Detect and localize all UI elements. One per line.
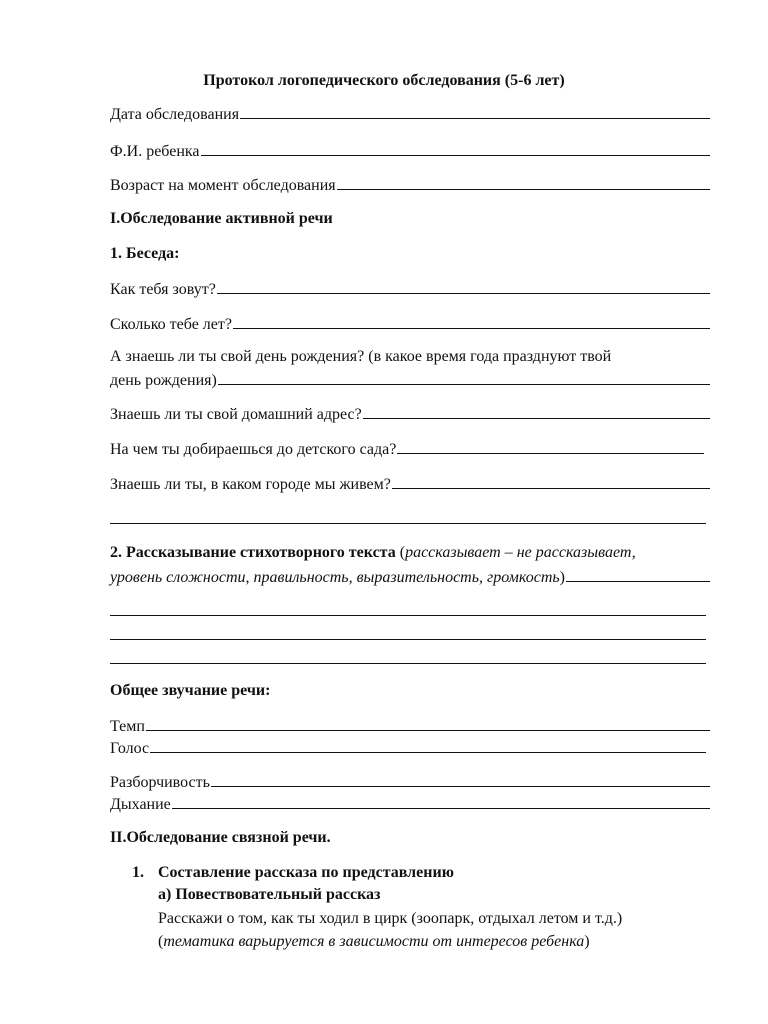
item1-note-open: (	[158, 933, 164, 950]
question-birthday-blank	[218, 369, 710, 385]
exam-date-label: Дата обследования	[110, 106, 240, 123]
page-title: Протокол логопедического обследования (5-6 лет)	[203, 72, 565, 89]
blank-answer-line	[110, 639, 706, 640]
blank-answer-line	[110, 615, 706, 616]
item1-note-line	[158, 931, 718, 953]
exam-date-field	[110, 103, 710, 125]
age-field	[110, 174, 710, 196]
subsection-poem-line2	[110, 566, 710, 588]
tempo-label: Темп	[110, 718, 145, 735]
tempo-field	[110, 715, 710, 737]
voice-blank	[150, 737, 706, 753]
question-birthday-line2	[110, 369, 710, 391]
blank-answer-line	[110, 523, 706, 524]
question-transport	[110, 438, 704, 460]
question-city-blank	[392, 473, 710, 489]
question-transport-label: На чем ты добираешься до детского сада?	[110, 441, 397, 458]
question-city	[110, 473, 710, 495]
subsection-poem-heading: 2. Рассказывание стихотворного текста	[110, 544, 396, 561]
poem-close-paren: )	[559, 569, 565, 586]
item1-number: 1.	[132, 864, 144, 881]
child-name-label: Ф.И. ребенка	[110, 143, 200, 160]
breathing-field	[110, 793, 710, 815]
child-name-blank	[201, 140, 710, 156]
question-city-label: Знаешь ли ты, в каком городе мы живем?	[110, 476, 391, 493]
question-transport-blank	[397, 438, 704, 454]
clarity-blank	[211, 771, 710, 787]
question-address-blank	[363, 403, 710, 419]
subsection-poem-line1	[110, 542, 710, 564]
exam-date-blank	[240, 103, 710, 119]
voice-field	[110, 737, 706, 759]
subsection-conversation-heading: 1. Беседа:	[110, 245, 180, 262]
item1-note-close: )	[584, 933, 590, 950]
section1-heading: I.Обследование активной речи	[110, 210, 333, 227]
question-birthday-label: день рождения)	[110, 372, 217, 389]
item1-note: тематика варьируется в зависимости от интересов ребенка	[163, 933, 585, 950]
item1-instruction: Расскажи о том, как ты ходил в цирк (зоопарк, отдыхал летом и т.д.)	[158, 910, 623, 927]
question-age-blank	[233, 313, 710, 329]
question-age-label: Сколько тебе лет?	[110, 316, 232, 333]
clarity-field	[110, 771, 710, 793]
age-blank	[337, 174, 710, 190]
question-age	[110, 313, 710, 335]
poem-note-line1: рассказывает – не рассказывает,	[405, 544, 636, 561]
question-address	[110, 403, 710, 425]
poem-blank	[566, 566, 710, 582]
question-name	[110, 278, 710, 300]
blank-answer-line	[110, 663, 706, 664]
breathing-label: Дыхание	[110, 796, 171, 813]
general-sound-heading: Общее звучание речи:	[110, 682, 271, 699]
breathing-blank	[172, 793, 710, 809]
tempo-blank	[146, 715, 710, 731]
item1-subheading: а) Повествовательный рассказ	[158, 886, 381, 903]
item1-title: Составление рассказа по представлению	[158, 864, 454, 881]
child-name-field	[110, 140, 710, 162]
question-address-label: Знаешь ли ты свой домашний адрес?	[110, 406, 362, 423]
question-birthday-line1: А знаешь ли ты свой день рождения? (в какое время года празднуют твой	[110, 348, 612, 365]
section2-heading: II.Обследование связной речи.	[110, 829, 331, 846]
question-name-blank	[217, 278, 710, 294]
clarity-label: Разборчивость	[110, 774, 210, 791]
question-name-label: Как тебя зовут?	[110, 281, 216, 298]
poem-note-line2: уровень сложности, правильность, выразительность, громкость	[110, 569, 560, 586]
age-label: Возраст на момент обследования	[110, 177, 336, 194]
voice-label: Голос	[110, 740, 150, 757]
poem-open-paren: (	[399, 544, 406, 561]
